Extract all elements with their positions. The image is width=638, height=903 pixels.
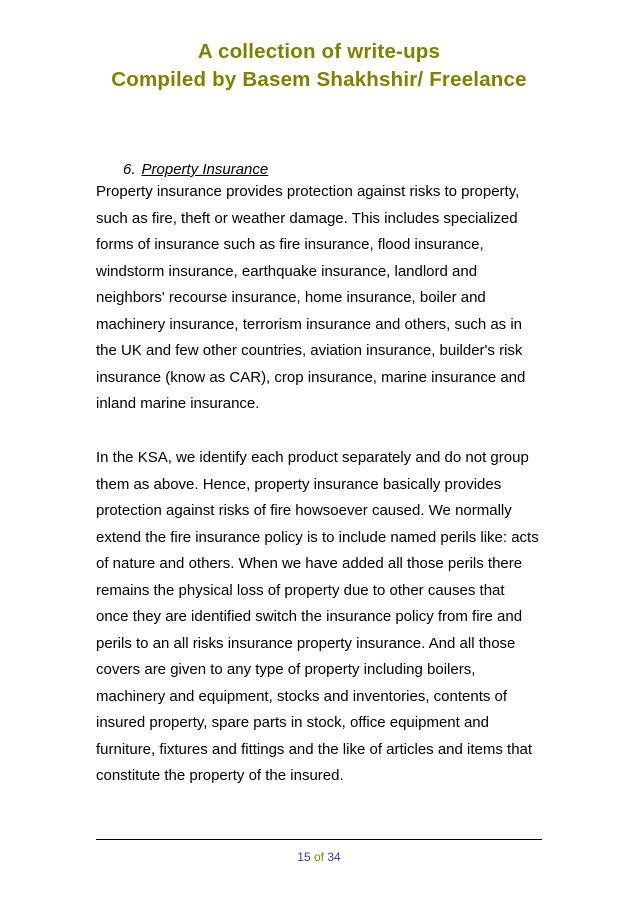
text-line: insured property, spare parts in stock, office equipment and	[96, 714, 489, 731]
text-line: In the KSA, we identify each product separately and do not group	[96, 449, 529, 466]
section-title: Property Insurance	[141, 161, 269, 178]
text-line: furniture, fixtures and fittings and the like of articles and items that	[96, 740, 533, 758]
text-line: them as above. Hence, property insurance basically provides	[96, 475, 502, 493]
text-line: protection against risks of fire howsoever caused. We normally	[96, 502, 512, 519]
text-line: remains the physical loss of property due to other causes that	[96, 581, 505, 599]
text-line: covers are given to any type of property including boilers,	[96, 661, 476, 678]
text-line: the UK and few other countries, aviation insurance, builder's risk	[96, 342, 523, 359]
footer-divider	[96, 839, 542, 840]
page-header	[0, 38, 638, 94]
text-line: Property insurance provides protection against risks to property,	[96, 183, 520, 200]
section-heading	[123, 160, 268, 180]
text-line: machinery and equipment, stocks and inventories, contents of	[96, 687, 508, 705]
header-subtitle: Compiled by Basem Shakhshir/ Freelance	[111, 68, 527, 91]
text-line: perils to an all risks insurance property insurance. And all those	[96, 634, 516, 652]
text-line: constitute the property of the insured.	[96, 767, 344, 784]
text-line: of nature and others. When we have added all those perils there	[96, 555, 523, 572]
text-line: extend the fire insurance policy is to include named perils like: acts	[96, 528, 539, 546]
section-number: 6.	[123, 161, 136, 178]
paragraph-property-insurance	[96, 179, 556, 418]
text-line: neighbors' recourse insurance, home insurance, boiler and	[96, 289, 486, 306]
text-line: inland marine insurance.	[96, 395, 260, 412]
text-line: insurance (know as CAR), crop insurance, marine insurance and	[96, 368, 526, 386]
header-title: A collection of write-ups	[197, 40, 441, 63]
page-of-label: of	[313, 850, 324, 864]
text-line: forms of insurance such as fire insurance, flood insurance,	[96, 236, 484, 253]
text-line: such as fire, theft or weather damage. This includes specialized	[96, 209, 518, 227]
paragraph-ksa	[96, 445, 556, 790]
text-line: machinery insurance, terrorism insurance and others, such as in	[96, 315, 523, 333]
page-number	[0, 849, 638, 865]
text-line: once they are identified switch the insurance policy from fire and	[96, 608, 523, 625]
current-page-number: 15	[297, 850, 311, 864]
total-pages-number: 34	[327, 850, 341, 864]
text-line: windstorm insurance, earthquake insurance, landlord and	[96, 262, 478, 280]
